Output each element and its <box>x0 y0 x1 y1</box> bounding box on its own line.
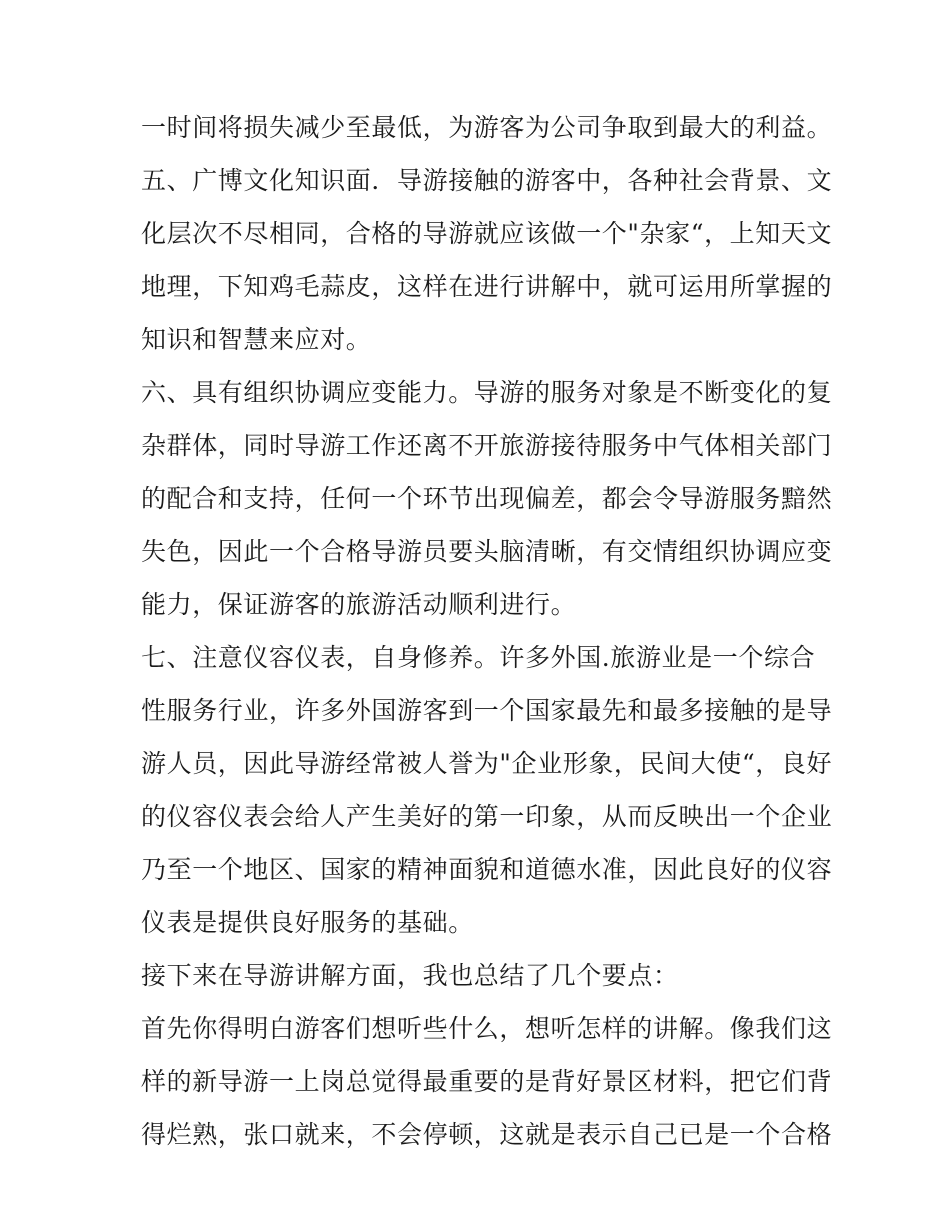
text-line: 得烂熟，张口就来，不会停顿，这就是表示自己已是一个合格 <box>141 1120 833 1149</box>
text-line: 六、具有组织协调应变能力。导游的服务对象是不断变化的复 <box>141 378 833 407</box>
text-line: 性服务行业，许多外国游客到一个国家最先和最多接触的是导 <box>141 696 833 725</box>
text-line: 知识和智慧来应对。 <box>141 325 372 354</box>
text-line: 失色，因此一个合格导游员要头脑清晰，有交情组织协调应变 <box>141 537 833 566</box>
text-line: 乃至一个地区、国家的精神面貌和道德水准，因此良好的仪容 <box>141 855 833 884</box>
text-line: 一时间将损失减少至最低，为游客为公司争取到最大的利益。 <box>141 113 833 142</box>
text-line: 的配合和支持，任何一个环节出现偏差，都会令导游服务黯然 <box>141 484 833 513</box>
text-line: 化层次不尽相同，合格的导游就应该做一个"杂家“，上知天文 <box>141 219 833 248</box>
text-line: 首先你得明白游客们想听些什么，想听怎样的讲解。像我们这 <box>141 1014 833 1043</box>
text-line: 五、广博文化知识面．导游接触的游客中，各种社会背景、文 <box>141 166 833 195</box>
text-line: 七、注意仪容仪表，自身修养。许多外国.旅游业是一个综合 <box>141 643 816 672</box>
text-line: 样的新导游一上岗总觉得最重要的是背好景区材料，把它们背 <box>141 1067 833 1096</box>
text-line: 的仪容仪表会给人产生美好的第一印象，从而反映出一个企业 <box>141 802 833 831</box>
text-line: 仪表是提供良好服务的基础。 <box>141 908 474 937</box>
text-line: 游人员，因此导游经常被人誉为"企业形象，民间大使“，良好 <box>141 749 833 778</box>
text-line: 接下来在导游讲解方面，我也总结了几个要点： <box>141 961 679 990</box>
text-line: 地理，下知鸡毛蒜皮，这样在进行讲解中，就可运用所掌握的 <box>141 272 833 301</box>
text-line: 杂群体，同时导游工作还离不开旅游接待服务中气体相关部门 <box>141 431 833 460</box>
text-line: 能力，保证游客的旅游活动顺利进行。 <box>141 590 577 619</box>
